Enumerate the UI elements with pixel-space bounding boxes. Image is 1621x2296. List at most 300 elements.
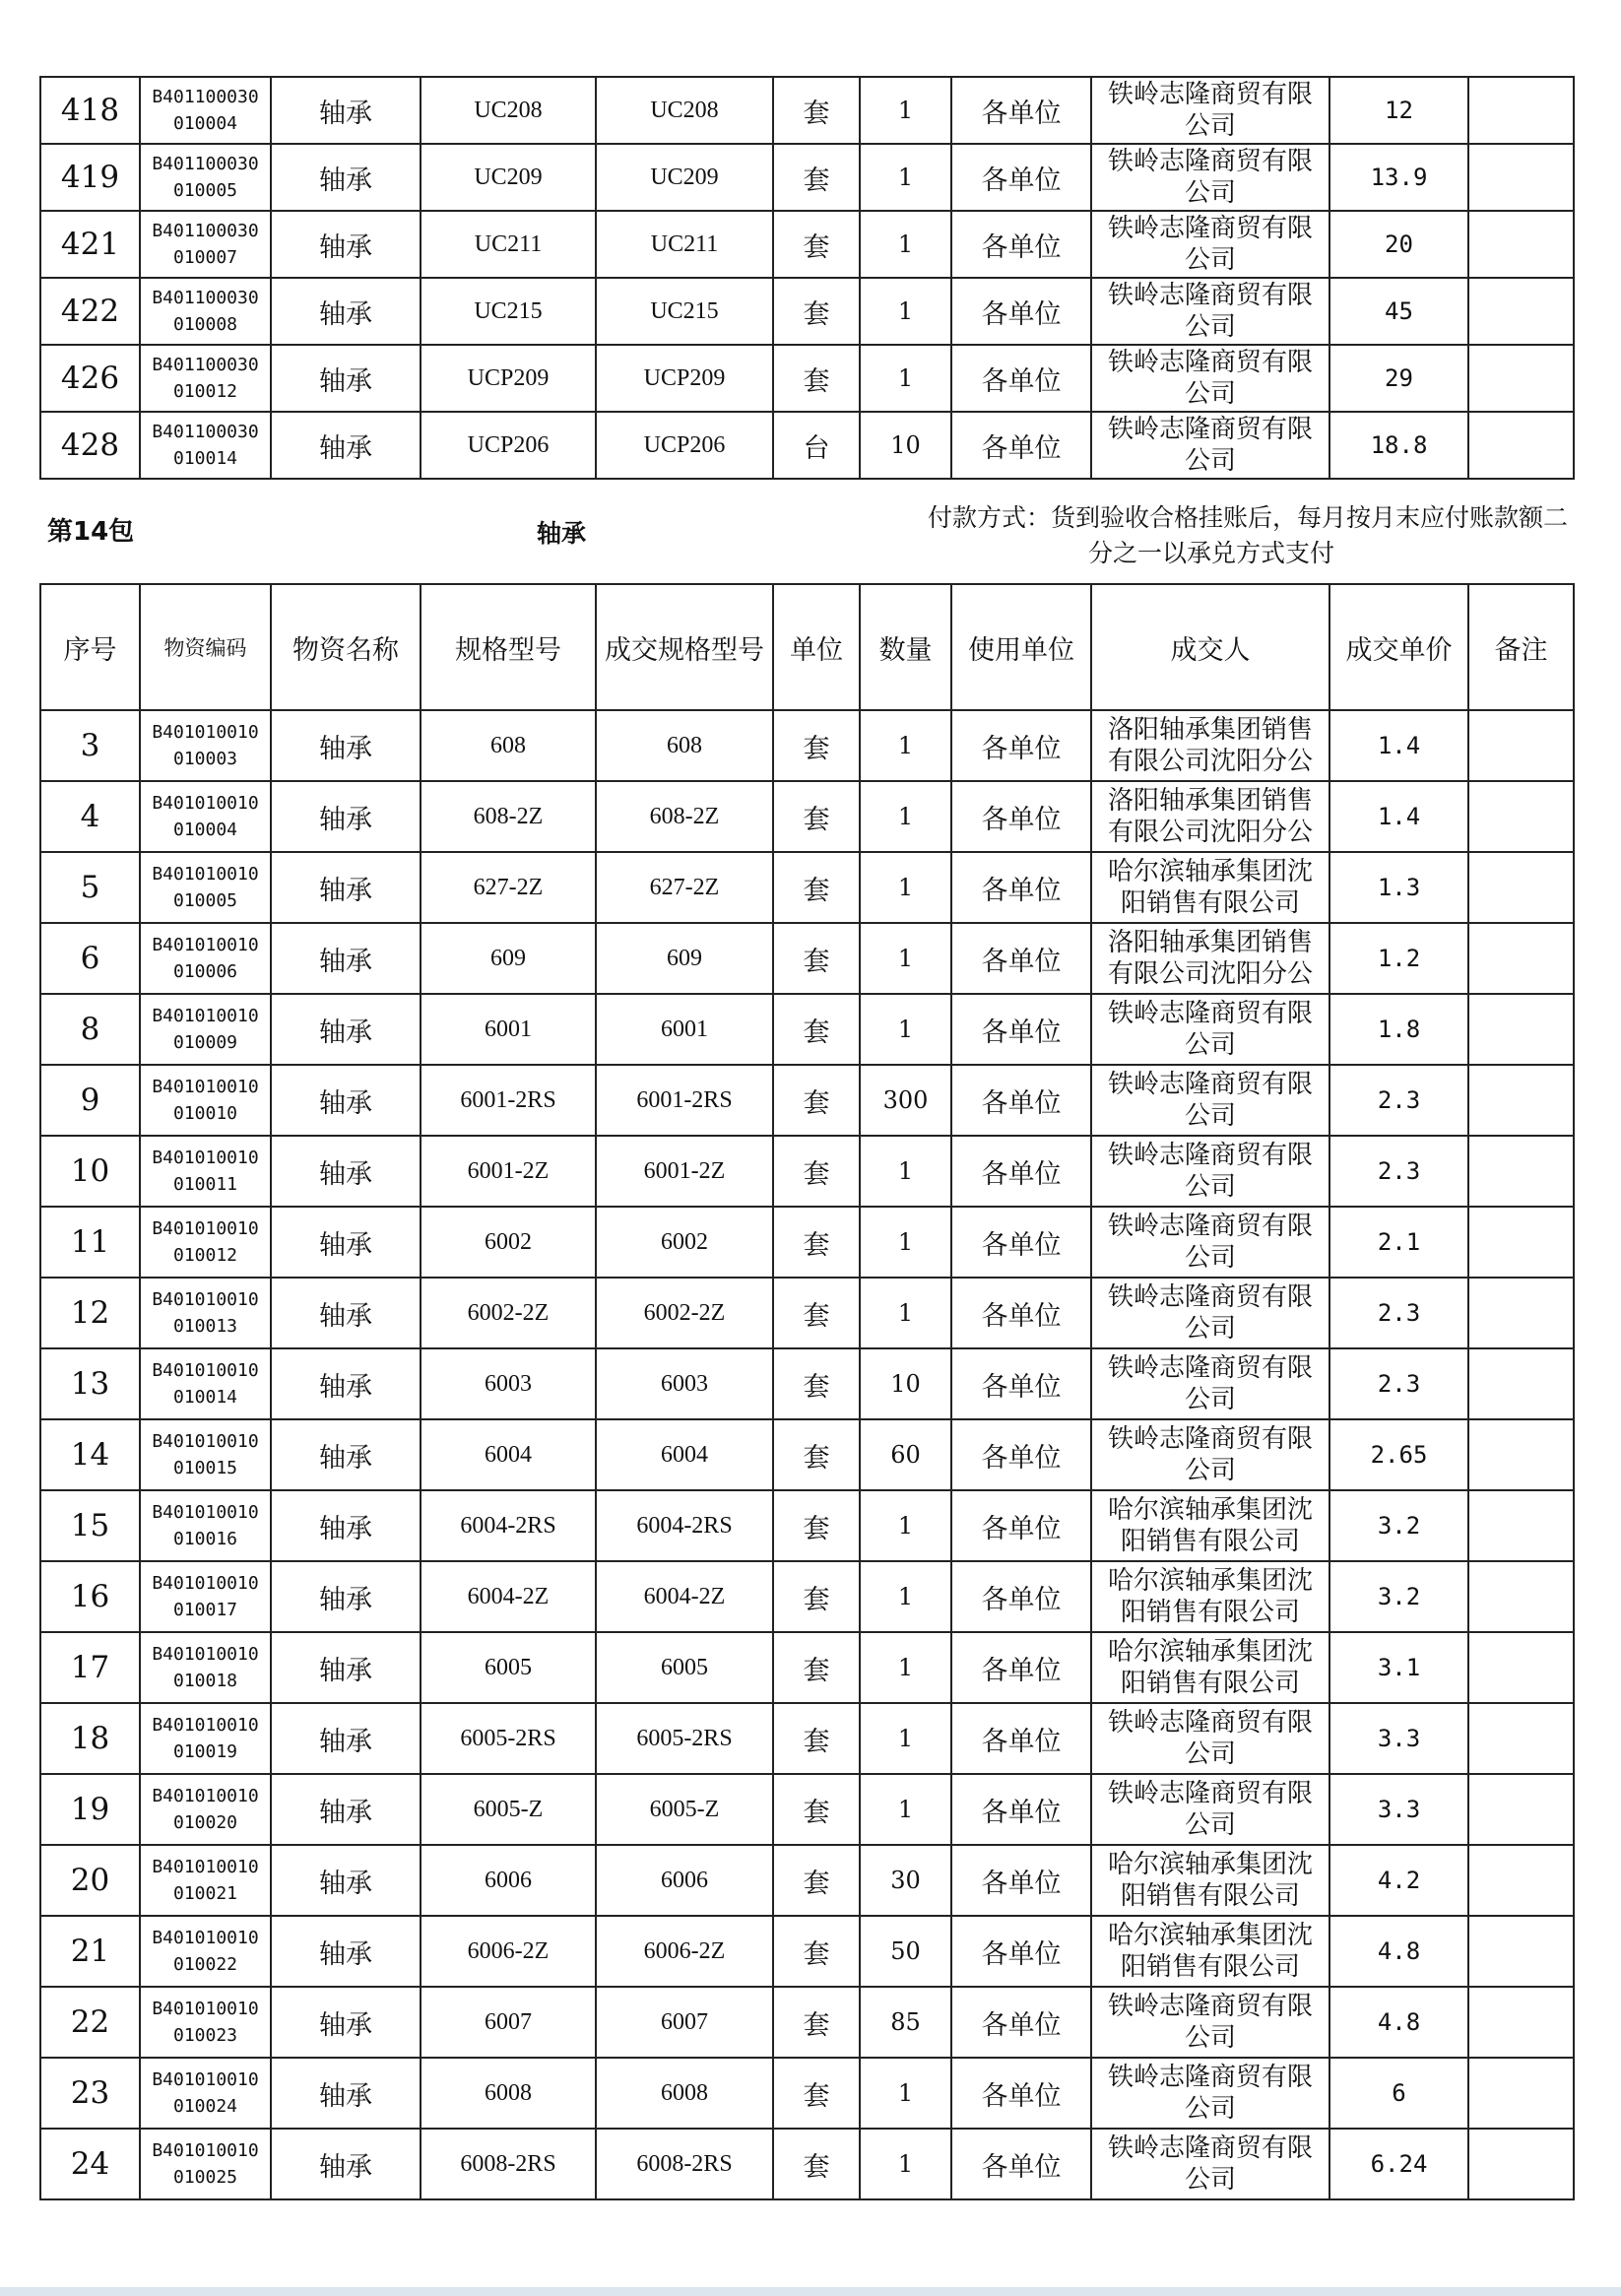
cell-code-line: B401010010: [152, 1999, 259, 2019]
cell-code: [140, 278, 271, 345]
cell-note: [1468, 1845, 1574, 1916]
cell-vendor-line: 公司: [1184, 1243, 1236, 1273]
cell-seq: 16: [40, 1561, 140, 1632]
cell-vendor-line: 铁岭志隆商贸有限: [1107, 415, 1313, 444]
cell-seq: 426: [40, 345, 140, 412]
cell-deal-spec: UC208: [596, 77, 773, 144]
cell-price: 2.3: [1329, 1136, 1468, 1207]
cell-seq: 9: [40, 1065, 140, 1136]
cell-code: [140, 1065, 271, 1136]
cell-code-line: 010012: [172, 1245, 238, 1266]
cell-code-line: B401010010: [152, 1857, 259, 1877]
cell-vendor: [1091, 1348, 1329, 1419]
cell-spec: UC208: [421, 77, 596, 144]
cell-user: 各单位: [951, 211, 1091, 278]
cell-user: 各单位: [951, 1703, 1091, 1774]
cell-user: 各单位: [951, 1490, 1091, 1561]
table-row: [40, 1136, 1574, 1207]
cell-spec: UC211: [421, 211, 596, 278]
cell-spec: 6001-2Z: [421, 1136, 596, 1207]
cell-user: 各单位: [951, 1916, 1091, 1987]
cell-code-line: B401100030: [152, 221, 259, 241]
cell-price: 2.3: [1329, 1065, 1468, 1136]
cell-code: [140, 345, 271, 412]
cell-price: 1.4: [1329, 781, 1468, 852]
cell-code-line: 010014: [172, 1387, 238, 1408]
cell-code: [140, 211, 271, 278]
cell-deal-spec: 6001-2Z: [596, 1136, 773, 1207]
cell-code: [140, 2058, 271, 2129]
cell-note: [1468, 2058, 1574, 2129]
cell-code: [140, 994, 271, 1065]
cell-note: [1468, 278, 1574, 345]
cell-vendor-line: 阳销售有限公司: [1120, 1669, 1300, 1698]
cell-price: 6: [1329, 2058, 1468, 2129]
cell-price: 1.2: [1329, 923, 1468, 994]
cell-vendor: [1091, 852, 1329, 923]
cell-spec: 6005: [421, 1632, 596, 1703]
cell-user: 各单位: [951, 781, 1091, 852]
cell-note: [1468, 412, 1574, 479]
cell-vendor: [1091, 1490, 1329, 1561]
cell-vendor-line: 公司: [1184, 379, 1236, 409]
cell-vendor-line: 有限公司沈阳分公: [1107, 747, 1313, 776]
cell-qty: 1: [860, 923, 951, 994]
cell-vendor: [1091, 781, 1329, 852]
cell-deal-spec: 6008-2RS: [596, 2129, 773, 2199]
cell-unit: 套: [773, 1207, 860, 1278]
cell-deal-spec: 6006-2Z: [596, 1916, 773, 1987]
cell-unit: 套: [773, 1845, 860, 1916]
continued-table-body: [40, 77, 1574, 479]
cell-note: [1468, 710, 1574, 781]
cell-price: 29: [1329, 345, 1468, 412]
table-row: [40, 278, 1574, 345]
cell-name: 轴承: [271, 2058, 421, 2129]
cell-user: 各单位: [951, 77, 1091, 144]
cell-user: 各单位: [951, 710, 1091, 781]
cell-seq: 428: [40, 412, 140, 479]
cell-price: 45: [1329, 278, 1468, 345]
cell-unit: 套: [773, 144, 860, 211]
cell-name: 轴承: [271, 1136, 421, 1207]
package-14-table-body: [40, 710, 1574, 2199]
cell-code-line: 010005: [172, 890, 238, 911]
cell-unit: 套: [773, 1419, 860, 1490]
cell-unit: 套: [773, 1916, 860, 1987]
cell-name: 轴承: [271, 1278, 421, 1348]
cell-vendor-line: 铁岭志隆商贸有限: [1107, 80, 1313, 109]
cell-qty: 1: [860, 144, 951, 211]
cell-unit: 套: [773, 345, 860, 412]
header-note: 备注: [1468, 584, 1574, 710]
cell-vendor-line: 铁岭志隆商贸有限: [1107, 999, 1313, 1028]
package-label: 第14包: [47, 517, 135, 547]
table-row: [40, 1065, 1574, 1136]
cell-code-line: 010021: [172, 1883, 238, 1904]
cell-price: 3.1: [1329, 1632, 1468, 1703]
table-row: [40, 1774, 1574, 1845]
cell-code: [140, 923, 271, 994]
cell-code-line: 010023: [172, 2025, 238, 2046]
cell-qty: 60: [860, 1419, 951, 1490]
cell-code-line: B401010010: [152, 1786, 259, 1806]
cell-seq: 3: [40, 710, 140, 781]
header-seq: 序号: [40, 584, 140, 710]
cell-qty: 1: [860, 1703, 951, 1774]
table-row: [40, 211, 1574, 278]
cell-vendor-line: 阳销售有限公司: [1120, 888, 1300, 918]
cell-code: [140, 852, 271, 923]
cell-code: [140, 1136, 271, 1207]
cell-code-line: 010016: [172, 1529, 238, 1549]
cell-code-line: B401010010: [152, 2069, 259, 2090]
cell-note: [1468, 1348, 1574, 1419]
header-name: 物资名称: [271, 584, 421, 710]
cell-code-line: 010018: [172, 1671, 238, 1691]
cell-unit: 套: [773, 1348, 860, 1419]
cell-name: 轴承: [271, 144, 421, 211]
cell-deal-spec: UC211: [596, 211, 773, 278]
cell-deal-spec: 6002: [596, 1207, 773, 1278]
cell-seq: 6: [40, 923, 140, 994]
cell-user: 各单位: [951, 923, 1091, 994]
cell-seq: 24: [40, 2129, 140, 2199]
cell-vendor-line: 哈尔滨轴承集团沈: [1107, 1566, 1313, 1596]
cell-price: 4.2: [1329, 1845, 1468, 1916]
cell-code-line: B401010010: [152, 1431, 259, 1452]
header-unit: 单位: [773, 584, 860, 710]
cell-vendor: [1091, 1632, 1329, 1703]
cell-price: 2.65: [1329, 1419, 1468, 1490]
cell-user: 各单位: [951, 852, 1091, 923]
cell-qty: 1: [860, 2058, 951, 2129]
cell-qty: 1: [860, 211, 951, 278]
cell-deal-spec: 608-2Z: [596, 781, 773, 852]
cell-vendor-line: 阳销售有限公司: [1120, 1598, 1300, 1627]
cell-user: 各单位: [951, 1987, 1091, 2058]
scan-edge: [0, 2287, 1621, 2296]
cell-deal-spec: 6005: [596, 1632, 773, 1703]
cell-user: 各单位: [951, 1136, 1091, 1207]
cell-spec: 6002: [421, 1207, 596, 1278]
cell-user: 各单位: [951, 1065, 1091, 1136]
cell-code: [140, 1845, 271, 1916]
cell-price: 3.2: [1329, 1561, 1468, 1632]
cell-code-line: 010024: [172, 2096, 238, 2117]
table-row: [40, 1632, 1574, 1703]
cell-vendor-line: 铁岭志隆商贸有限: [1107, 1424, 1313, 1454]
cell-spec: UC209: [421, 144, 596, 211]
cell-vendor-line: 铁岭志隆商贸有限: [1107, 1353, 1313, 1383]
cell-code-line: B401100030: [152, 288, 259, 308]
table-row: [40, 923, 1574, 994]
cell-price: 13.9: [1329, 144, 1468, 211]
cell-seq: 421: [40, 211, 140, 278]
cell-user: 各单位: [951, 994, 1091, 1065]
cell-user: 各单位: [951, 144, 1091, 211]
cell-seq: 17: [40, 1632, 140, 1703]
cell-seq: 422: [40, 278, 140, 345]
cell-seq: 11: [40, 1207, 140, 1278]
cell-name: 轴承: [271, 77, 421, 144]
table-row: [40, 77, 1574, 144]
cell-vendor: [1091, 1419, 1329, 1490]
cell-code-line: 010022: [172, 1954, 238, 1975]
cell-unit: 套: [773, 1632, 860, 1703]
cell-qty: 300: [860, 1065, 951, 1136]
cell-deal-spec: 608: [596, 710, 773, 781]
cell-price: 2.3: [1329, 1278, 1468, 1348]
cell-code-line: B401010010: [152, 1289, 259, 1310]
cell-vendor-line: 铁岭志隆商贸有限: [1107, 348, 1313, 377]
cell-deal-spec: 6005-Z: [596, 1774, 773, 1845]
cell-code: [140, 1419, 271, 1490]
cell-code-line: 010009: [172, 1032, 238, 1053]
cell-name: 轴承: [271, 1348, 421, 1419]
cell-code-line: B401010010: [152, 2140, 259, 2161]
cell-price: 4.8: [1329, 1916, 1468, 1987]
cell-deal-spec: 6005-2RS: [596, 1703, 773, 1774]
cell-code-line: 010017: [172, 1600, 238, 1620]
cell-user: 各单位: [951, 412, 1091, 479]
cell-qty: 1: [860, 278, 951, 345]
cell-deal-spec: 6006: [596, 1845, 773, 1916]
cell-vendor-line: 铁岭志隆商贸有限: [1107, 1992, 1313, 2021]
cell-code-line: 010013: [172, 1316, 238, 1337]
cell-code-line: B401010010: [152, 722, 259, 743]
header-deal-spec: 成交规格型号: [596, 584, 773, 710]
cell-deal-spec: UCP209: [596, 345, 773, 412]
cell-code-line: B401100030: [152, 422, 259, 442]
cell-code-line: 010005: [172, 180, 238, 201]
cell-spec: 6004-2RS: [421, 1490, 596, 1561]
cell-name: 轴承: [271, 278, 421, 345]
cell-unit: 套: [773, 710, 860, 781]
cell-qty: 1: [860, 1207, 951, 1278]
cell-name: 轴承: [271, 211, 421, 278]
cell-spec: 6004: [421, 1419, 596, 1490]
cell-note: [1468, 1207, 1574, 1278]
cell-code: [140, 144, 271, 211]
cell-user: 各单位: [951, 278, 1091, 345]
cell-vendor: [1091, 1278, 1329, 1348]
cell-vendor-line: 洛阳轴承集团销售: [1107, 715, 1313, 745]
cell-vendor-line: 有限公司沈阳分公: [1107, 959, 1313, 989]
cell-unit: 套: [773, 1136, 860, 1207]
cell-name: 轴承: [271, 412, 421, 479]
cell-name: 轴承: [271, 1774, 421, 1845]
cell-seq: 418: [40, 77, 140, 144]
table-row: [40, 1490, 1574, 1561]
cell-unit: 套: [773, 1987, 860, 2058]
cell-name: 轴承: [271, 710, 421, 781]
cell-spec: 6001: [421, 994, 596, 1065]
cell-seq: 21: [40, 1916, 140, 1987]
table-row: [40, 1703, 1574, 1774]
cell-price: 1.8: [1329, 994, 1468, 1065]
cell-spec: 6005-2RS: [421, 1703, 596, 1774]
cell-code-line: 010020: [172, 1812, 238, 1833]
cell-price: 18.8: [1329, 412, 1468, 479]
cell-spec: 609: [421, 923, 596, 994]
cell-note: [1468, 1561, 1574, 1632]
cell-unit: 台: [773, 412, 860, 479]
cell-code-line: 010012: [172, 381, 238, 402]
cell-vendor-line: 公司: [1184, 1030, 1236, 1060]
cell-vendor-line: 哈尔滨轴承集团沈: [1107, 857, 1313, 886]
cell-qty: 1: [860, 1136, 951, 1207]
cell-code: [140, 1703, 271, 1774]
cell-note: [1468, 994, 1574, 1065]
cell-seq: 10: [40, 1136, 140, 1207]
cell-user: 各单位: [951, 2058, 1091, 2129]
cell-deal-spec: UC209: [596, 144, 773, 211]
cell-code: [140, 77, 271, 144]
table-row: [40, 1845, 1574, 1916]
cell-spec: UCP209: [421, 345, 596, 412]
cell-deal-spec: 6008: [596, 2058, 773, 2129]
cell-name: 轴承: [271, 1632, 421, 1703]
cell-unit: 套: [773, 1703, 860, 1774]
cell-name: 轴承: [271, 2129, 421, 2199]
cell-vendor-line: 有限公司沈阳分公: [1107, 818, 1313, 847]
cell-code-line: B401010010: [152, 1502, 259, 1523]
cell-spec: 6001-2RS: [421, 1065, 596, 1136]
cell-name: 轴承: [271, 1845, 421, 1916]
cell-deal-spec: 6002-2Z: [596, 1278, 773, 1348]
cell-vendor-line: 公司: [1184, 1314, 1236, 1344]
cell-vendor: [1091, 1561, 1329, 1632]
cell-deal-spec: 6003: [596, 1348, 773, 1419]
cell-spec: 6007: [421, 1987, 596, 2058]
cell-vendor-line: 公司: [1184, 1456, 1236, 1485]
cell-note: [1468, 211, 1574, 278]
cell-vendor-line: 公司: [1184, 1385, 1236, 1414]
cell-code-line: B401010010: [152, 1148, 259, 1168]
cell-qty: 1: [860, 710, 951, 781]
cell-code-line: 010015: [172, 1458, 238, 1478]
table-row: [40, 1561, 1574, 1632]
cell-vendor-line: 铁岭志隆商贸有限: [1107, 281, 1313, 310]
cell-code-line: B401010010: [152, 1715, 259, 1736]
cell-name: 轴承: [271, 781, 421, 852]
cell-unit: 套: [773, 994, 860, 1065]
cell-code: [140, 710, 271, 781]
cell-unit: 套: [773, 77, 860, 144]
cell-seq: 22: [40, 1987, 140, 2058]
table-row: [40, 1987, 1574, 2058]
cell-vendor-line: 阳销售有限公司: [1120, 1881, 1300, 1911]
cell-vendor-line: 公司: [1184, 1739, 1236, 1769]
table-row: [40, 1278, 1574, 1348]
cell-code-line: 010011: [172, 1174, 238, 1195]
cell-vendor: [1091, 345, 1329, 412]
cell-code-line: B401100030: [152, 154, 259, 174]
cell-qty: 10: [860, 1348, 951, 1419]
cell-qty: 1: [860, 1490, 951, 1561]
cell-user: 各单位: [951, 1845, 1091, 1916]
cell-vendor: [1091, 1987, 1329, 2058]
cell-name: 轴承: [271, 923, 421, 994]
cell-qty: 85: [860, 1987, 951, 2058]
cell-vendor-line: 公司: [1184, 178, 1236, 208]
cell-vendor-line: 公司: [1184, 2023, 1236, 2053]
cell-note: [1468, 1419, 1574, 1490]
cell-seq: 18: [40, 1703, 140, 1774]
cell-vendor: [1091, 994, 1329, 1065]
cell-vendor-line: 公司: [1184, 2165, 1236, 2195]
cell-unit: 套: [773, 923, 860, 994]
cell-code: [140, 1916, 271, 1987]
cell-vendor-line: 公司: [1184, 1172, 1236, 1202]
cell-unit: 套: [773, 852, 860, 923]
cell-seq: 12: [40, 1278, 140, 1348]
cell-spec: 608-2Z: [421, 781, 596, 852]
cell-name: 轴承: [271, 1490, 421, 1561]
cell-note: [1468, 781, 1574, 852]
table-row: [40, 1419, 1574, 1490]
table-row: [40, 781, 1574, 852]
cell-code-line: 010014: [172, 448, 238, 469]
cell-vendor: [1091, 2129, 1329, 2199]
cell-spec: 6002-2Z: [421, 1278, 596, 1348]
cell-vendor-line: 洛阳轴承集团销售: [1107, 786, 1313, 816]
cell-code: [140, 1278, 271, 1348]
cell-deal-spec: 6004: [596, 1419, 773, 1490]
header-price: 成交单价: [1329, 584, 1468, 710]
cell-unit: 套: [773, 211, 860, 278]
cell-seq: 13: [40, 1348, 140, 1419]
cell-unit: 套: [773, 278, 860, 345]
cell-spec: 6008: [421, 2058, 596, 2129]
table-row: [40, 144, 1574, 211]
cell-note: [1468, 2129, 1574, 2199]
cell-seq: 20: [40, 1845, 140, 1916]
table-row: [40, 412, 1574, 479]
cell-unit: 套: [773, 1774, 860, 1845]
cell-name: 轴承: [271, 1207, 421, 1278]
table-row: [40, 2058, 1574, 2129]
cell-vendor-line: 铁岭志隆商贸有限: [1107, 1282, 1313, 1312]
cell-name: 轴承: [271, 1703, 421, 1774]
cell-code-line: B401010010: [152, 1360, 259, 1381]
cell-user: 各单位: [951, 1278, 1091, 1348]
cell-unit: 套: [773, 1278, 860, 1348]
cell-name: 轴承: [271, 1561, 421, 1632]
cell-vendor: [1091, 710, 1329, 781]
cell-price: 12: [1329, 77, 1468, 144]
cell-price: 20: [1329, 211, 1468, 278]
cell-spec: 627-2Z: [421, 852, 596, 923]
cell-note: [1468, 1987, 1574, 2058]
cell-code: [140, 1632, 271, 1703]
cell-qty: 1: [860, 77, 951, 144]
cell-vendor: [1091, 1703, 1329, 1774]
cell-qty: 1: [860, 1774, 951, 1845]
cell-vendor: [1091, 1916, 1329, 1987]
cell-name: 轴承: [271, 1065, 421, 1136]
cell-code: [140, 1774, 271, 1845]
package-14-table: [39, 583, 1575, 2200]
cell-price: 6.24: [1329, 2129, 1468, 2199]
cell-unit: 套: [773, 2129, 860, 2199]
cell-unit: 套: [773, 1490, 860, 1561]
cell-user: 各单位: [951, 1348, 1091, 1419]
cell-note: [1468, 1490, 1574, 1561]
cell-vendor: [1091, 144, 1329, 211]
cell-deal-spec: 627-2Z: [596, 852, 773, 923]
